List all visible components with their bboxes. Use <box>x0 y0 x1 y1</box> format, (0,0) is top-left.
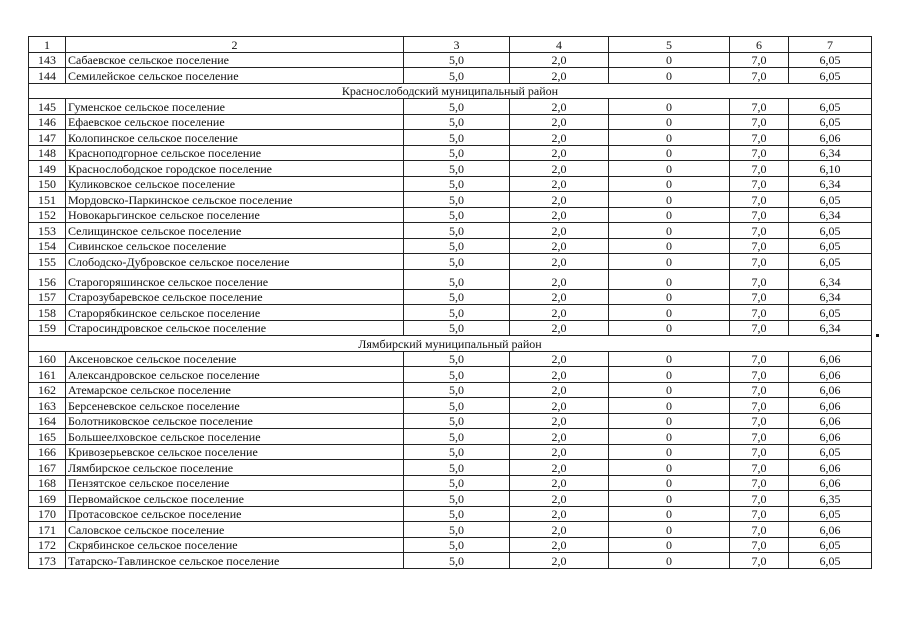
col7-value: 6,05 <box>789 68 872 84</box>
table-row <box>29 68 872 84</box>
table-row <box>29 460 872 476</box>
settlement-name: Семилейское сельское поселение <box>66 68 404 84</box>
settlement-name: Колопинское сельское поселение <box>66 130 404 146</box>
col7-value: 6,05 <box>789 52 872 68</box>
col4-value: 2,0 <box>510 522 609 538</box>
row-number: 173 <box>29 553 66 569</box>
col4-value: 2,0 <box>510 238 609 254</box>
table-row <box>29 254 872 270</box>
col6-value: 7,0 <box>730 114 789 130</box>
settlement-name: Гуменское сельское поселение <box>66 99 404 115</box>
col5-value: 0 <box>609 553 730 569</box>
row-number: 164 <box>29 413 66 429</box>
column-number: 4 <box>510 37 609 53</box>
table-row <box>29 429 872 445</box>
col3-value: 5,0 <box>404 413 510 429</box>
settlement-name: Сабаевское сельское поселение <box>66 52 404 68</box>
col6-value: 7,0 <box>730 68 789 84</box>
table-row <box>29 99 872 115</box>
col5-value: 0 <box>609 305 730 321</box>
settlement-name: Старорябкинское сельское поселение <box>66 305 404 321</box>
col4-value: 2,0 <box>510 99 609 115</box>
col7-value: 6,06 <box>789 351 872 367</box>
row-number: 163 <box>29 398 66 414</box>
col5-value: 0 <box>609 114 730 130</box>
table-row <box>29 320 872 336</box>
table-row <box>29 161 872 177</box>
col5-value: 0 <box>609 207 730 223</box>
col5-value: 0 <box>609 176 730 192</box>
row-number: 150 <box>29 176 66 192</box>
row-number: 157 <box>29 289 66 305</box>
col6-value: 7,0 <box>730 145 789 161</box>
table-row <box>29 289 872 305</box>
col4-value: 2,0 <box>510 553 609 569</box>
col4-value: 2,0 <box>510 145 609 161</box>
table-row <box>29 537 872 553</box>
settlement-name: Старогоряшинское сельское поселение <box>66 269 404 289</box>
col3-value: 5,0 <box>404 176 510 192</box>
settlement-name: Александровское сельское поселение <box>66 367 404 383</box>
row-number: 145 <box>29 99 66 115</box>
table-row <box>29 269 872 289</box>
row-number: 168 <box>29 475 66 491</box>
table-row <box>29 553 872 569</box>
column-number: 1 <box>29 37 66 53</box>
settlement-name: Протасовское сельское поселение <box>66 506 404 522</box>
settlement-name: Пензятское сельское поселение <box>66 475 404 491</box>
col5-value: 0 <box>609 145 730 161</box>
col6-value: 7,0 <box>730 289 789 305</box>
col5-value: 0 <box>609 68 730 84</box>
col7-value: 6,34 <box>789 176 872 192</box>
col3-value: 5,0 <box>404 207 510 223</box>
col6-value: 7,0 <box>730 351 789 367</box>
col7-value: 6,06 <box>789 367 872 383</box>
col3-value: 5,0 <box>404 99 510 115</box>
col5-value: 0 <box>609 367 730 383</box>
col7-value: 6,06 <box>789 413 872 429</box>
table-row <box>29 305 872 321</box>
col4-value: 2,0 <box>510 351 609 367</box>
col3-value: 5,0 <box>404 145 510 161</box>
district-title: Краснослободский муниципальный район <box>29 83 872 99</box>
col6-value: 7,0 <box>730 130 789 146</box>
row-number: 170 <box>29 506 66 522</box>
col5-value: 0 <box>609 444 730 460</box>
col4-value: 2,0 <box>510 192 609 208</box>
col4-value: 2,0 <box>510 444 609 460</box>
table-row <box>29 176 872 192</box>
settlement-name: Старозубаревское сельское поселение <box>66 289 404 305</box>
col3-value: 5,0 <box>404 52 510 68</box>
district-section-header <box>29 336 872 352</box>
settlement-name: Первомайское сельское поселение <box>66 491 404 507</box>
col3-value: 5,0 <box>404 254 510 270</box>
col3-value: 5,0 <box>404 114 510 130</box>
row-number: 144 <box>29 68 66 84</box>
col3-value: 5,0 <box>404 192 510 208</box>
table-row <box>29 52 872 68</box>
col4-value: 2,0 <box>510 398 609 414</box>
col6-value: 7,0 <box>730 367 789 383</box>
row-number: 147 <box>29 130 66 146</box>
col3-value: 5,0 <box>404 553 510 569</box>
col7-value: 6,06 <box>789 382 872 398</box>
col6-value: 7,0 <box>730 398 789 414</box>
settlement-name: Мордовско-Паркинское сельское поселение <box>66 192 404 208</box>
table-row <box>29 192 872 208</box>
row-number: 154 <box>29 238 66 254</box>
col7-value: 6,10 <box>789 161 872 177</box>
settlement-name: Скрябинское сельское поселение <box>66 537 404 553</box>
row-number: 156 <box>29 269 66 289</box>
col5-value: 0 <box>609 460 730 476</box>
col5-value: 0 <box>609 413 730 429</box>
col4-value: 2,0 <box>510 305 609 321</box>
settlement-name: Лямбирское сельское поселение <box>66 460 404 476</box>
col7-value: 6,06 <box>789 460 872 476</box>
col5-value: 0 <box>609 289 730 305</box>
col4-value: 2,0 <box>510 367 609 383</box>
settlement-name: Сивинское сельское поселение <box>66 238 404 254</box>
col6-value: 7,0 <box>730 238 789 254</box>
col6-value: 7,0 <box>730 269 789 289</box>
table-row <box>29 413 872 429</box>
column-number-row <box>29 37 872 53</box>
col7-value: 6,05 <box>789 223 872 239</box>
col3-value: 5,0 <box>404 506 510 522</box>
row-number: 160 <box>29 351 66 367</box>
col7-value: 6,06 <box>789 475 872 491</box>
col4-value: 2,0 <box>510 382 609 398</box>
col6-value: 7,0 <box>730 99 789 115</box>
col7-value: 6,05 <box>789 114 872 130</box>
row-number: 162 <box>29 382 66 398</box>
table-row <box>29 238 872 254</box>
col4-value: 2,0 <box>510 269 609 289</box>
row-number: 167 <box>29 460 66 476</box>
col7-value: 6,34 <box>789 320 872 336</box>
col7-value: 6,34 <box>789 207 872 223</box>
table-row <box>29 351 872 367</box>
column-number: 2 <box>66 37 404 53</box>
district-section-header <box>29 83 872 99</box>
col7-value: 6,06 <box>789 398 872 414</box>
col7-value: 6,05 <box>789 99 872 115</box>
settlement-name: Селищинское сельское поселение <box>66 223 404 239</box>
col5-value: 0 <box>609 537 730 553</box>
col4-value: 2,0 <box>510 52 609 68</box>
col4-value: 2,0 <box>510 207 609 223</box>
col6-value: 7,0 <box>730 382 789 398</box>
row-number: 172 <box>29 537 66 553</box>
row-number: 148 <box>29 145 66 161</box>
table-row <box>29 223 872 239</box>
col4-value: 2,0 <box>510 176 609 192</box>
col4-value: 2,0 <box>510 161 609 177</box>
col3-value: 5,0 <box>404 223 510 239</box>
col6-value: 7,0 <box>730 320 789 336</box>
col3-value: 5,0 <box>404 491 510 507</box>
col6-value: 7,0 <box>730 475 789 491</box>
col4-value: 2,0 <box>510 114 609 130</box>
col3-value: 5,0 <box>404 460 510 476</box>
table-row <box>29 398 872 414</box>
col7-value: 6,05 <box>789 254 872 270</box>
col7-value: 6,05 <box>789 506 872 522</box>
col3-value: 5,0 <box>404 238 510 254</box>
col3-value: 5,0 <box>404 269 510 289</box>
settlement-name: Новокарьгинское сельское поселение <box>66 207 404 223</box>
row-number: 151 <box>29 192 66 208</box>
table-row <box>29 444 872 460</box>
settlement-name: Берсеневское сельское поселение <box>66 398 404 414</box>
col6-value: 7,0 <box>730 506 789 522</box>
settlement-name: Кривозерьевское сельское поселение <box>66 444 404 460</box>
row-number: 153 <box>29 223 66 239</box>
col6-value: 7,0 <box>730 176 789 192</box>
col6-value: 7,0 <box>730 223 789 239</box>
col5-value: 0 <box>609 506 730 522</box>
col4-value: 2,0 <box>510 491 609 507</box>
col7-value: 6,05 <box>789 444 872 460</box>
col7-value: 6,34 <box>789 269 872 289</box>
col6-value: 7,0 <box>730 305 789 321</box>
settlement-name: Старосиндровское сельское поселение <box>66 320 404 336</box>
col6-value: 7,0 <box>730 207 789 223</box>
table-row <box>29 145 872 161</box>
table-row <box>29 130 872 146</box>
settlement-name: Атемарское сельское поселение <box>66 382 404 398</box>
col4-value: 2,0 <box>510 506 609 522</box>
document-page <box>28 36 872 569</box>
row-number: 143 <box>29 52 66 68</box>
column-number: 7 <box>789 37 872 53</box>
col3-value: 5,0 <box>404 537 510 553</box>
col4-value: 2,0 <box>510 254 609 270</box>
settlement-name: Саловское сельское поселение <box>66 522 404 538</box>
col7-value: 6,34 <box>789 145 872 161</box>
row-number: 169 <box>29 491 66 507</box>
column-number: 5 <box>609 37 730 53</box>
col7-value: 6,06 <box>789 130 872 146</box>
row-number: 146 <box>29 114 66 130</box>
col4-value: 2,0 <box>510 320 609 336</box>
col5-value: 0 <box>609 429 730 445</box>
col5-value: 0 <box>609 351 730 367</box>
col4-value: 2,0 <box>510 223 609 239</box>
col3-value: 5,0 <box>404 68 510 84</box>
row-number: 171 <box>29 522 66 538</box>
row-number: 158 <box>29 305 66 321</box>
table-row <box>29 491 872 507</box>
col3-value: 5,0 <box>404 367 510 383</box>
col5-value: 0 <box>609 52 730 68</box>
settlement-name: Ефаевское сельское поселение <box>66 114 404 130</box>
row-number: 165 <box>29 429 66 445</box>
settlement-name: Красноподгорное сельское поселение <box>66 145 404 161</box>
col3-value: 5,0 <box>404 320 510 336</box>
row-number: 159 <box>29 320 66 336</box>
table-row <box>29 382 872 398</box>
table-row <box>29 207 872 223</box>
col7-value: 6,05 <box>789 192 872 208</box>
row-number: 155 <box>29 254 66 270</box>
col6-value: 7,0 <box>730 460 789 476</box>
col5-value: 0 <box>609 161 730 177</box>
col7-value: 6,05 <box>789 553 872 569</box>
table-row <box>29 475 872 491</box>
col5-value: 0 <box>609 223 730 239</box>
col5-value: 0 <box>609 320 730 336</box>
col7-value: 6,34 <box>789 289 872 305</box>
col3-value: 5,0 <box>404 382 510 398</box>
col6-value: 7,0 <box>730 553 789 569</box>
col4-value: 2,0 <box>510 537 609 553</box>
col4-value: 2,0 <box>510 68 609 84</box>
col4-value: 2,0 <box>510 413 609 429</box>
col6-value: 7,0 <box>730 192 789 208</box>
col3-value: 5,0 <box>404 444 510 460</box>
col4-value: 2,0 <box>510 475 609 491</box>
col3-value: 5,0 <box>404 475 510 491</box>
col3-value: 5,0 <box>404 429 510 445</box>
table-row <box>29 522 872 538</box>
col5-value: 0 <box>609 491 730 507</box>
col5-value: 0 <box>609 475 730 491</box>
row-number: 166 <box>29 444 66 460</box>
settlement-name: Болотниковское сельское поселение <box>66 413 404 429</box>
row-number: 161 <box>29 367 66 383</box>
column-number: 3 <box>404 37 510 53</box>
col6-value: 7,0 <box>730 522 789 538</box>
col3-value: 5,0 <box>404 130 510 146</box>
col7-value: 6,06 <box>789 522 872 538</box>
col7-value: 6,05 <box>789 238 872 254</box>
col3-value: 5,0 <box>404 522 510 538</box>
table-row <box>29 506 872 522</box>
district-title: Лямбирский муниципальный район <box>29 336 872 352</box>
col6-value: 7,0 <box>730 52 789 68</box>
col6-value: 7,0 <box>730 491 789 507</box>
col5-value: 0 <box>609 99 730 115</box>
col4-value: 2,0 <box>510 289 609 305</box>
column-number: 6 <box>730 37 789 53</box>
col5-value: 0 <box>609 238 730 254</box>
settlement-name: Слободско-Дубровское сельское поселение <box>66 254 404 270</box>
settlement-name: Большеелховское сельское поселение <box>66 429 404 445</box>
col5-value: 0 <box>609 254 730 270</box>
col6-value: 7,0 <box>730 161 789 177</box>
col6-value: 7,0 <box>730 444 789 460</box>
col3-value: 5,0 <box>404 305 510 321</box>
settlement-name: Краснослободское городское поселение <box>66 161 404 177</box>
col4-value: 2,0 <box>510 429 609 445</box>
table-row <box>29 114 872 130</box>
stray-dot-mark <box>876 334 879 337</box>
col5-value: 0 <box>609 382 730 398</box>
col7-value: 6,05 <box>789 305 872 321</box>
settlement-name: Аксеновское сельское поселение <box>66 351 404 367</box>
col5-value: 0 <box>609 398 730 414</box>
col4-value: 2,0 <box>510 130 609 146</box>
col5-value: 0 <box>609 269 730 289</box>
table-row <box>29 367 872 383</box>
col5-value: 0 <box>609 192 730 208</box>
col7-value: 6,05 <box>789 537 872 553</box>
col7-value: 6,06 <box>789 429 872 445</box>
settlement-name: Куликовское сельское поселение <box>66 176 404 192</box>
settlement-name: Татарско-Тавлинское сельское поселение <box>66 553 404 569</box>
data-table <box>28 36 872 569</box>
col3-value: 5,0 <box>404 161 510 177</box>
row-number: 149 <box>29 161 66 177</box>
col3-value: 5,0 <box>404 289 510 305</box>
col6-value: 7,0 <box>730 254 789 270</box>
col6-value: 7,0 <box>730 413 789 429</box>
row-number: 152 <box>29 207 66 223</box>
col3-value: 5,0 <box>404 398 510 414</box>
table-body <box>29 52 872 568</box>
col6-value: 7,0 <box>730 537 789 553</box>
col3-value: 5,0 <box>404 351 510 367</box>
col5-value: 0 <box>609 522 730 538</box>
col7-value: 6,35 <box>789 491 872 507</box>
col4-value: 2,0 <box>510 460 609 476</box>
col6-value: 7,0 <box>730 429 789 445</box>
col5-value: 0 <box>609 130 730 146</box>
